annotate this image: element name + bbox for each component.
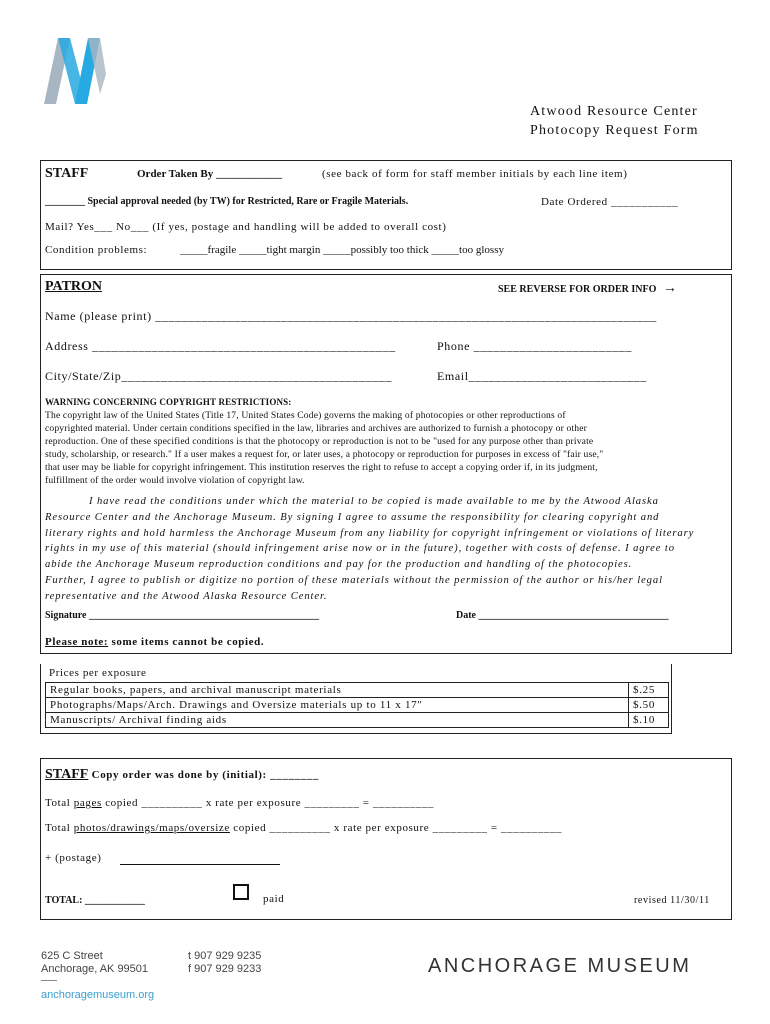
website-link[interactable]: anchoragemuseum.org	[41, 989, 155, 1001]
warning-line: fulfillment of the order would involve violation of copyright law.	[45, 475, 305, 486]
title-line-2: Photocopy Request Form	[530, 123, 699, 138]
signature-field[interactable]: Signature ______________________________________________	[45, 610, 319, 621]
total-field[interactable]: TOTAL: ____________	[45, 895, 145, 906]
agreement-line: abide the Anchorage Museum reproduction conditions and pay for the production and handling of the photocopies.	[45, 559, 633, 571]
warning-line: that user may be liable for copyright infringement. This institution reserves the right to refuse to accept a copying order if, in its judgment,	[45, 462, 598, 473]
total-photos-field[interactable]	[45, 822, 562, 834]
order-note: (see back of form for staff member initials by each line item)	[322, 168, 628, 180]
paid-label: paid	[263, 893, 285, 905]
table-row	[46, 698, 669, 713]
postage-label: + (postage)	[45, 852, 102, 864]
price-value: $.25	[629, 683, 669, 698]
paid-checkbox[interactable]	[233, 884, 249, 900]
warning-line: study, scholarship, or research." If a user makes a request for, or later uses, a photocopy or reproduction for purposes in excess of "fair use,"	[45, 449, 604, 460]
condition-options[interactable]: _____fragile _____tight margin _____possibly too thick _____too glossy	[180, 244, 504, 256]
price-value: $.50	[629, 698, 669, 713]
address-field[interactable]: Address ______________________________________________	[45, 339, 396, 353]
city-state-zip-field[interactable]: City/State/Zip_________________________________________	[45, 369, 392, 383]
revised-date: revised 11/30/11	[634, 895, 710, 906]
name-field[interactable]: Name (please print) ____________________________________________________________________________	[45, 309, 657, 323]
total-pages-field[interactable]	[45, 797, 434, 809]
photos-word: photos/drawings/maps/oversize	[73, 822, 230, 834]
warning-line: copyrighted material. Under certain conditions specified in the law, libraries and archives are authorized to furnish a photocopy or other	[45, 423, 587, 434]
price-value: $.10	[629, 713, 669, 728]
date-ordered-field[interactable]: Date Ordered ___________	[541, 196, 679, 208]
prices-heading: Prices per exposure	[49, 667, 147, 679]
mail-field[interactable]: Mail? Yes___ No___ (If yes, postage and handling will be added to overall cost)	[45, 221, 447, 233]
order-taken-by-field[interactable]: Order Taken By ____________	[137, 168, 282, 180]
pages-word: pages	[73, 797, 102, 809]
see-reverse-note	[498, 281, 677, 297]
agreement-line: Further, I agree to publish or digitize no portion of these materials without the permission of the author or his/her legal	[45, 574, 663, 586]
footer-phones	[188, 950, 261, 976]
phone-field[interactable]: Phone ________________________	[437, 339, 632, 353]
patron-heading: PATRON	[45, 279, 103, 294]
footer-divider	[41, 980, 57, 981]
photos-suffix: copied __________ x rate per exposure _________ = __________	[229, 822, 563, 834]
staff-copy-heading: STAFF	[45, 767, 89, 782]
form-title	[530, 104, 699, 139]
arrow-right-icon: →	[662, 281, 677, 296]
pages-suffix: copied __________ x rate per exposure _________ = __________	[101, 797, 434, 809]
agreement-line: representative and the Atwood Alaska Resource Center.	[45, 590, 328, 602]
address-line-1: 625 C Street	[41, 950, 103, 962]
table-row	[46, 683, 669, 698]
agreement-line: rights in my use of this material (should infringement arise now or in the future), together with costs of defense. I agree to	[45, 543, 675, 555]
warning-line: reproduction. One of these specified conditions is that the photocopy or reproduction is not to be "used for any purpose other than private	[45, 436, 594, 447]
condition-label: Condition problems:	[45, 244, 148, 256]
price-item: Photographs/Maps/Arch. Drawings and Oversize materials up to 11 x 17"	[46, 698, 629, 713]
agreement-line: literary rights and hold harmless the Anchorage Museum from any liability for copyright infringement or violations of literary	[45, 527, 695, 539]
date-field[interactable]: Date ______________________________________	[456, 610, 669, 621]
table-row	[46, 713, 669, 728]
warning-line: The copyright law of the United States (Title 17, United States Code) governs the making of photocopies or other reproductions of	[45, 410, 566, 421]
copyright-warning	[45, 396, 727, 487]
copy-done-row	[45, 765, 319, 783]
prices-table	[45, 682, 669, 728]
agreement-line: Resource Center and the Anchorage Museum. By signing I agree to assume the responsibility for clearing copyright and	[45, 511, 660, 523]
footer-address	[41, 950, 148, 976]
please-note	[45, 636, 264, 648]
pages-prefix: Total	[45, 797, 74, 809]
address-line-2: Anchorage, AK 99501	[41, 963, 149, 975]
agreement-line: I have read the conditions under which the material to be copied is made available to me by the Atwood Alaska	[89, 496, 659, 507]
price-item: Manuscripts/ Archival finding aids	[46, 713, 629, 728]
please-note-label: Please note:	[45, 636, 109, 648]
email-field[interactable]: Email___________________________	[437, 369, 647, 383]
special-approval-field[interactable]: ________ Special approval needed (by TW) for Restricted, Rare or Fragile Materials.	[45, 196, 409, 207]
please-note-text: some items cannot be copied.	[108, 636, 265, 648]
museum-name: ANCHORAGE MUSEUM	[428, 955, 692, 977]
warning-title: WARNING CONCERNING COPYRIGHT RESTRICTIONS:	[45, 397, 292, 407]
agreement-text	[45, 494, 729, 605]
staff-heading: STAFF	[45, 166, 89, 181]
see-reverse-text: SEE REVERSE FOR ORDER INFO	[498, 284, 657, 295]
price-item: Regular books, papers, and archival manuscript materials	[46, 683, 629, 698]
anchorage-museum-logo	[44, 34, 106, 104]
photos-prefix: Total	[45, 822, 74, 834]
copy-done-field[interactable]: Copy order was done by (initial): ________	[88, 769, 319, 781]
phone-number: t 907 929 9235	[188, 950, 262, 962]
title-line-1: Atwood Resource Center	[530, 104, 698, 119]
postage-line[interactable]	[120, 864, 280, 865]
fax-number: f 907 929 9233	[188, 963, 262, 975]
